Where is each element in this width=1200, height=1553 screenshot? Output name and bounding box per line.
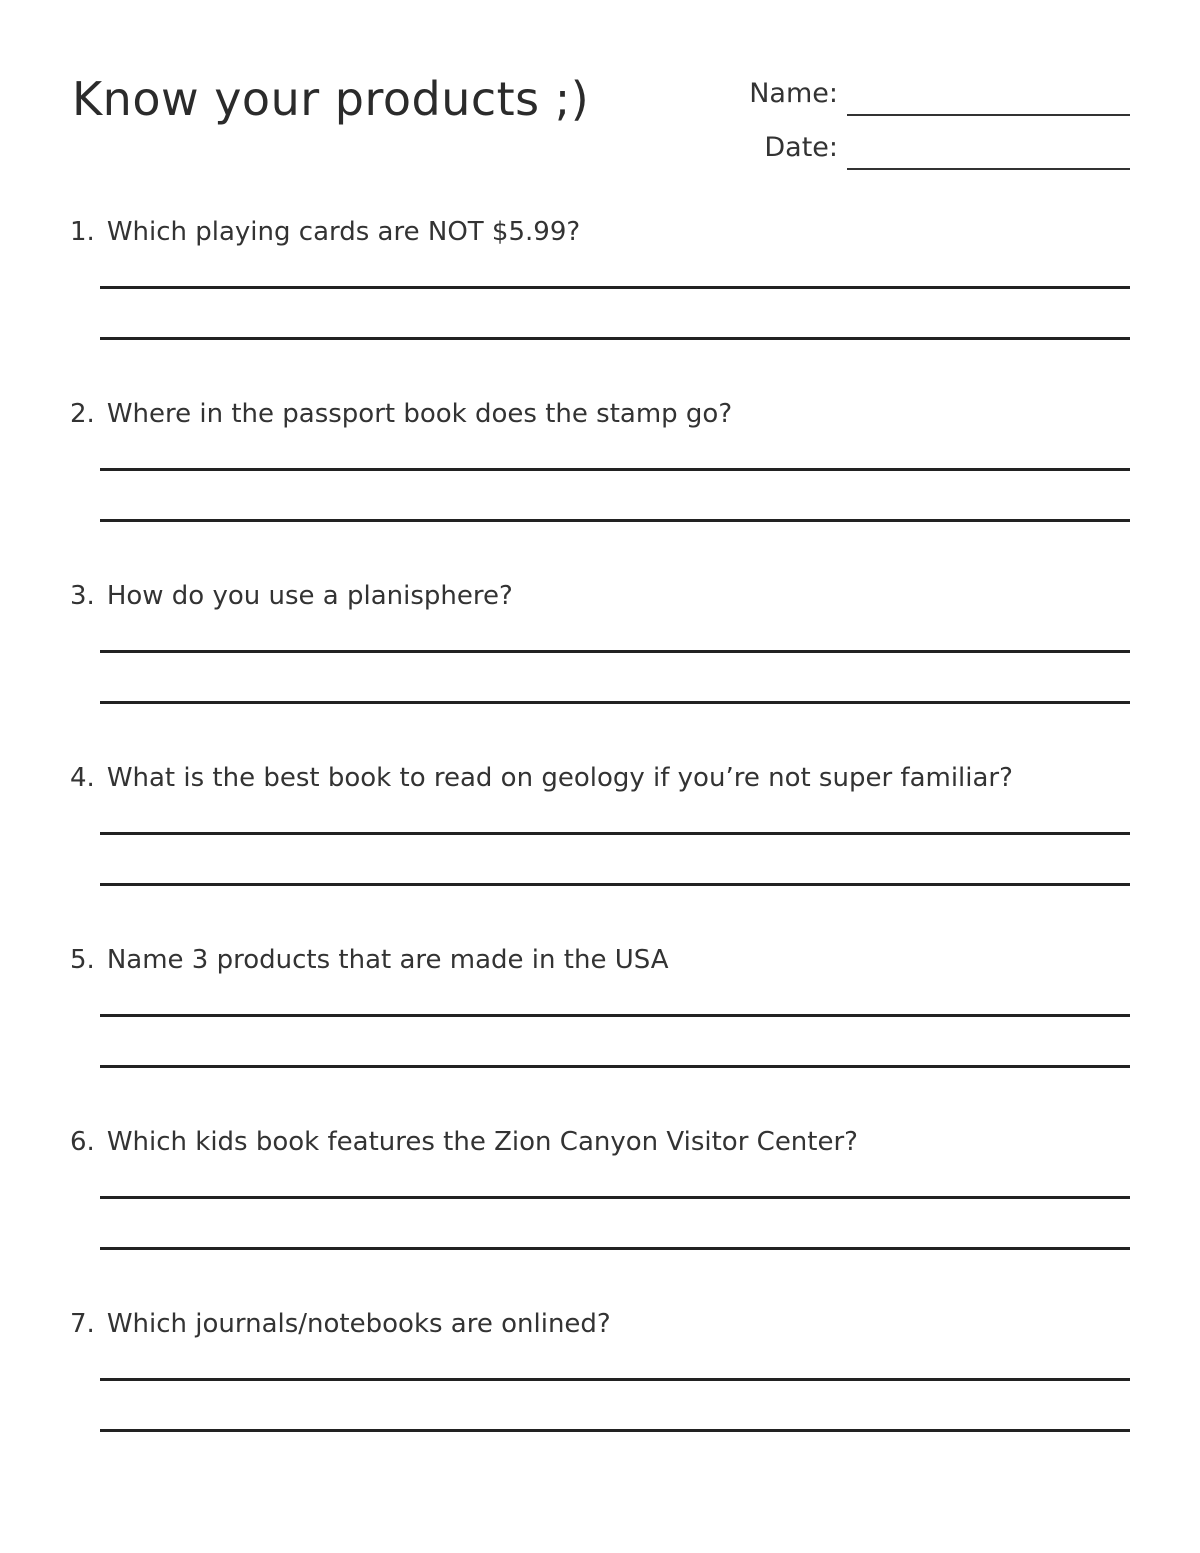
question-4 — [70, 760, 1130, 920]
answer-line[interactable] — [100, 1378, 1130, 1381]
answer-line[interactable] — [100, 832, 1130, 835]
question-number: 1. — [70, 217, 95, 247]
name-answer-line[interactable] — [847, 114, 1130, 116]
question-prompt: Which playing cards are NOT $5.99? — [106, 217, 581, 247]
date-answer-line[interactable] — [847, 168, 1130, 170]
question-text — [70, 1306, 611, 1342]
answer-line[interactable] — [100, 1196, 1130, 1199]
name-label: Name: — [749, 78, 838, 109]
question-prompt: Which journals/notebooks are onlined? — [106, 1309, 611, 1339]
question-prompt: How do you use a planisphere? — [106, 581, 513, 611]
question-prompt: Where in the passport book does the stamp go? — [106, 399, 733, 429]
name-field-row — [700, 76, 1130, 116]
question-text — [70, 1124, 858, 1160]
question-2 — [70, 396, 1130, 556]
question-7 — [70, 1306, 1130, 1466]
question-3 — [70, 578, 1130, 738]
question-number: 6. — [70, 1127, 95, 1157]
question-text — [70, 214, 580, 250]
page-title: Know your products ;) — [72, 72, 590, 126]
answer-line[interactable] — [100, 519, 1130, 522]
question-number: 7. — [70, 1309, 95, 1339]
question-number: 2. — [70, 399, 95, 429]
question-5 — [70, 942, 1130, 1102]
answer-line[interactable] — [100, 701, 1130, 704]
date-field-row — [700, 130, 1130, 170]
question-text — [70, 942, 669, 978]
answer-line[interactable] — [100, 1065, 1130, 1068]
question-text — [70, 396, 732, 432]
question-number: 3. — [70, 581, 95, 611]
question-number: 5. — [70, 945, 95, 975]
answer-line[interactable] — [100, 337, 1130, 340]
question-prompt: Name 3 products that are made in the USA — [106, 945, 669, 975]
date-label: Date: — [764, 132, 838, 163]
question-prompt: What is the best book to read on geology if you’re not super familiar? — [106, 763, 1013, 793]
question-6 — [70, 1124, 1130, 1284]
question-1 — [70, 214, 1130, 374]
answer-line[interactable] — [100, 650, 1130, 653]
answer-line[interactable] — [100, 883, 1130, 886]
answer-line[interactable] — [100, 1014, 1130, 1017]
answer-line[interactable] — [100, 468, 1130, 471]
answer-line[interactable] — [100, 1247, 1130, 1250]
question-number: 4. — [70, 763, 95, 793]
question-prompt: Which kids book features the Zion Canyon Visitor Center? — [106, 1127, 858, 1157]
answer-line[interactable] — [100, 286, 1130, 289]
question-text — [70, 578, 513, 614]
answer-line[interactable] — [100, 1429, 1130, 1432]
question-text — [70, 760, 1013, 796]
